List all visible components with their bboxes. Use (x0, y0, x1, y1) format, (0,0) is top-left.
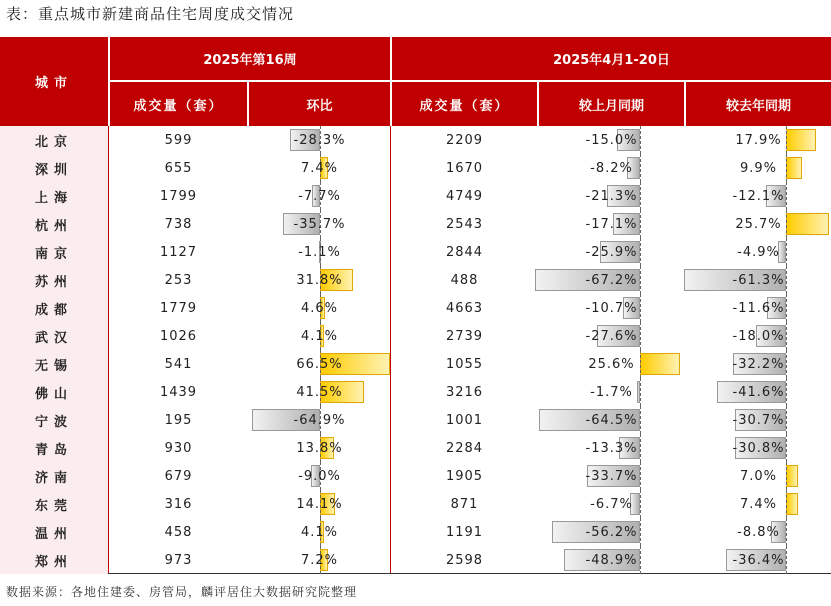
volume-april-value: 1001 (445, 412, 484, 428)
table-row (0, 378, 831, 406)
wow-value: 13.8% (296, 440, 343, 456)
header-city: 城市 (0, 37, 108, 126)
volume-week-value: 316 (164, 496, 193, 512)
table-row (0, 182, 831, 210)
divider-line (390, 126, 391, 574)
wow-value: 14.1% (296, 496, 343, 512)
header-group-april: 2025年4月1-20日 (392, 37, 831, 80)
table-row (0, 406, 831, 434)
data-source-note: 数据来源：各地住建委、房管局，麟评居住大数据研究院整理 (6, 585, 358, 599)
wow-value: 7.2% (300, 552, 339, 568)
city-name: 深圳 (0, 154, 108, 182)
transaction-table (0, 37, 831, 574)
volume-april-value: 2284 (445, 440, 484, 456)
yoy-value: -61.3% (732, 272, 785, 288)
yoy-value: 7.0% (739, 468, 778, 484)
table-row (0, 462, 831, 490)
yoy-value: -30.7% (732, 412, 785, 428)
volume-week-value: 253 (164, 272, 193, 288)
wow-value: 4.1% (300, 524, 339, 540)
mom-value: -15.0% (585, 132, 638, 148)
volume-april-value: 871 (450, 496, 479, 512)
city-name: 苏州 (0, 266, 108, 294)
city-name: 青岛 (0, 434, 108, 462)
divider-line (108, 126, 109, 574)
city-name: 杭州 (0, 210, 108, 238)
wow-value: 7.4% (300, 160, 339, 176)
volume-april-value: 4749 (445, 188, 484, 204)
wow-value: 66.5% (296, 356, 343, 372)
mom-value: -48.9% (585, 552, 638, 568)
mom-value: -21.3% (585, 188, 638, 204)
volume-week-value: 541 (164, 356, 193, 372)
wow-value: 41.5% (296, 384, 343, 400)
table-row (0, 210, 831, 238)
yoy-value: -4.9% (737, 244, 780, 260)
mom-value: -1.7% (590, 384, 633, 400)
mom-value: -67.2% (585, 272, 638, 288)
mom-value: -6.7% (590, 496, 633, 512)
yoy-value: -30.8% (732, 440, 785, 456)
table-row (0, 546, 831, 574)
table-row (0, 266, 831, 294)
wow-value: -1.1% (298, 244, 341, 260)
yoy-value: -11.6% (732, 300, 785, 316)
volume-april-value: 1055 (445, 356, 484, 372)
header-mom: 较上月同期 (539, 82, 684, 126)
city-name: 济南 (0, 462, 108, 490)
yoy-value: 9.9% (739, 160, 778, 176)
yoy-value: -41.6% (732, 384, 785, 400)
volume-week-value: 1439 (159, 384, 198, 400)
table-row (0, 518, 831, 546)
wow-value: -64.9% (293, 412, 346, 428)
city-name: 上海 (0, 182, 108, 210)
table-row (0, 350, 831, 378)
volume-week-value: 1127 (159, 244, 198, 260)
header-wow: 环比 (249, 82, 390, 126)
wow-value: -28.3% (293, 132, 346, 148)
table-row (0, 490, 831, 518)
yoy-value: -36.4% (732, 552, 785, 568)
volume-week-value: 195 (164, 412, 193, 428)
city-name: 武汉 (0, 322, 108, 350)
city-name: 温州 (0, 518, 108, 546)
mom-value: -56.2% (585, 524, 638, 540)
yoy-value: 7.4% (739, 496, 778, 512)
city-name: 东莞 (0, 490, 108, 518)
volume-april-value: 1191 (445, 524, 484, 540)
volume-week-value: 599 (164, 132, 193, 148)
mom-value: -64.5% (585, 412, 638, 428)
mom-value: -13.3% (585, 440, 638, 456)
wow-value: -7.7% (298, 188, 341, 204)
city-name: 郑州 (0, 546, 108, 574)
city-name: 北京 (0, 126, 108, 154)
yoy-value: -32.2% (732, 356, 785, 372)
volume-april-value: 1905 (445, 468, 484, 484)
yoy-value: 25.7% (735, 216, 782, 232)
mom-value: -25.9% (585, 244, 638, 260)
volume-april-value: 2543 (445, 216, 484, 232)
mom-value: -10.7% (585, 300, 638, 316)
volume-week-value: 930 (164, 440, 193, 456)
city-name: 南京 (0, 238, 108, 266)
header-group-week16: 2025年第16周 (110, 37, 390, 80)
city-name: 无锡 (0, 350, 108, 378)
volume-april-value: 2209 (445, 132, 484, 148)
volume-april-value: 2739 (445, 328, 484, 344)
city-name: 佛山 (0, 378, 108, 406)
volume-week-value: 1799 (159, 188, 198, 204)
yoy-value: -12.1% (732, 188, 785, 204)
volume-april-value: 2598 (445, 552, 484, 568)
volume-april-value: 3216 (445, 384, 484, 400)
wow-value: -35.7% (293, 216, 346, 232)
yoy-value: -18.0% (732, 328, 785, 344)
header-yoy: 较去年同期 (686, 82, 831, 126)
table-row (0, 238, 831, 266)
mom-value: -27.6% (585, 328, 638, 344)
volume-week-value: 1026 (159, 328, 198, 344)
wow-value: 31.8% (296, 272, 343, 288)
yoy-value: -8.8% (737, 524, 780, 540)
volume-week-value: 679 (164, 468, 193, 484)
header-volume-april: 成交量（套） (392, 82, 537, 126)
mom-value: 25.6% (588, 356, 635, 372)
volume-week-value: 458 (164, 524, 193, 540)
mom-value: -33.7% (585, 468, 638, 484)
table-row (0, 322, 831, 350)
table-title: 表：重点城市新建商品住宅周度成交情况 (6, 5, 295, 23)
table-row (0, 434, 831, 462)
city-name: 成都 (0, 294, 108, 322)
mom-value: -17.1% (585, 216, 638, 232)
volume-week-value: 973 (164, 552, 193, 568)
volume-week-value: 738 (164, 216, 193, 232)
wow-value: 4.1% (300, 328, 339, 344)
wow-value: 4.6% (300, 300, 339, 316)
volume-april-value: 1670 (445, 160, 484, 176)
table-row (0, 126, 831, 154)
header-volume-week: 成交量（套） (110, 82, 247, 126)
yoy-value: 17.9% (735, 132, 782, 148)
table-row (0, 154, 831, 182)
volume-april-value: 488 (450, 272, 479, 288)
city-name: 宁波 (0, 406, 108, 434)
volume-week-value: 1779 (159, 300, 198, 316)
volume-week-value: 655 (164, 160, 193, 176)
volume-april-value: 2844 (445, 244, 484, 260)
volume-april-value: 4663 (445, 300, 484, 316)
table-row (0, 294, 831, 322)
mom-value: -8.2% (590, 160, 633, 176)
wow-value: -9.0% (298, 468, 341, 484)
